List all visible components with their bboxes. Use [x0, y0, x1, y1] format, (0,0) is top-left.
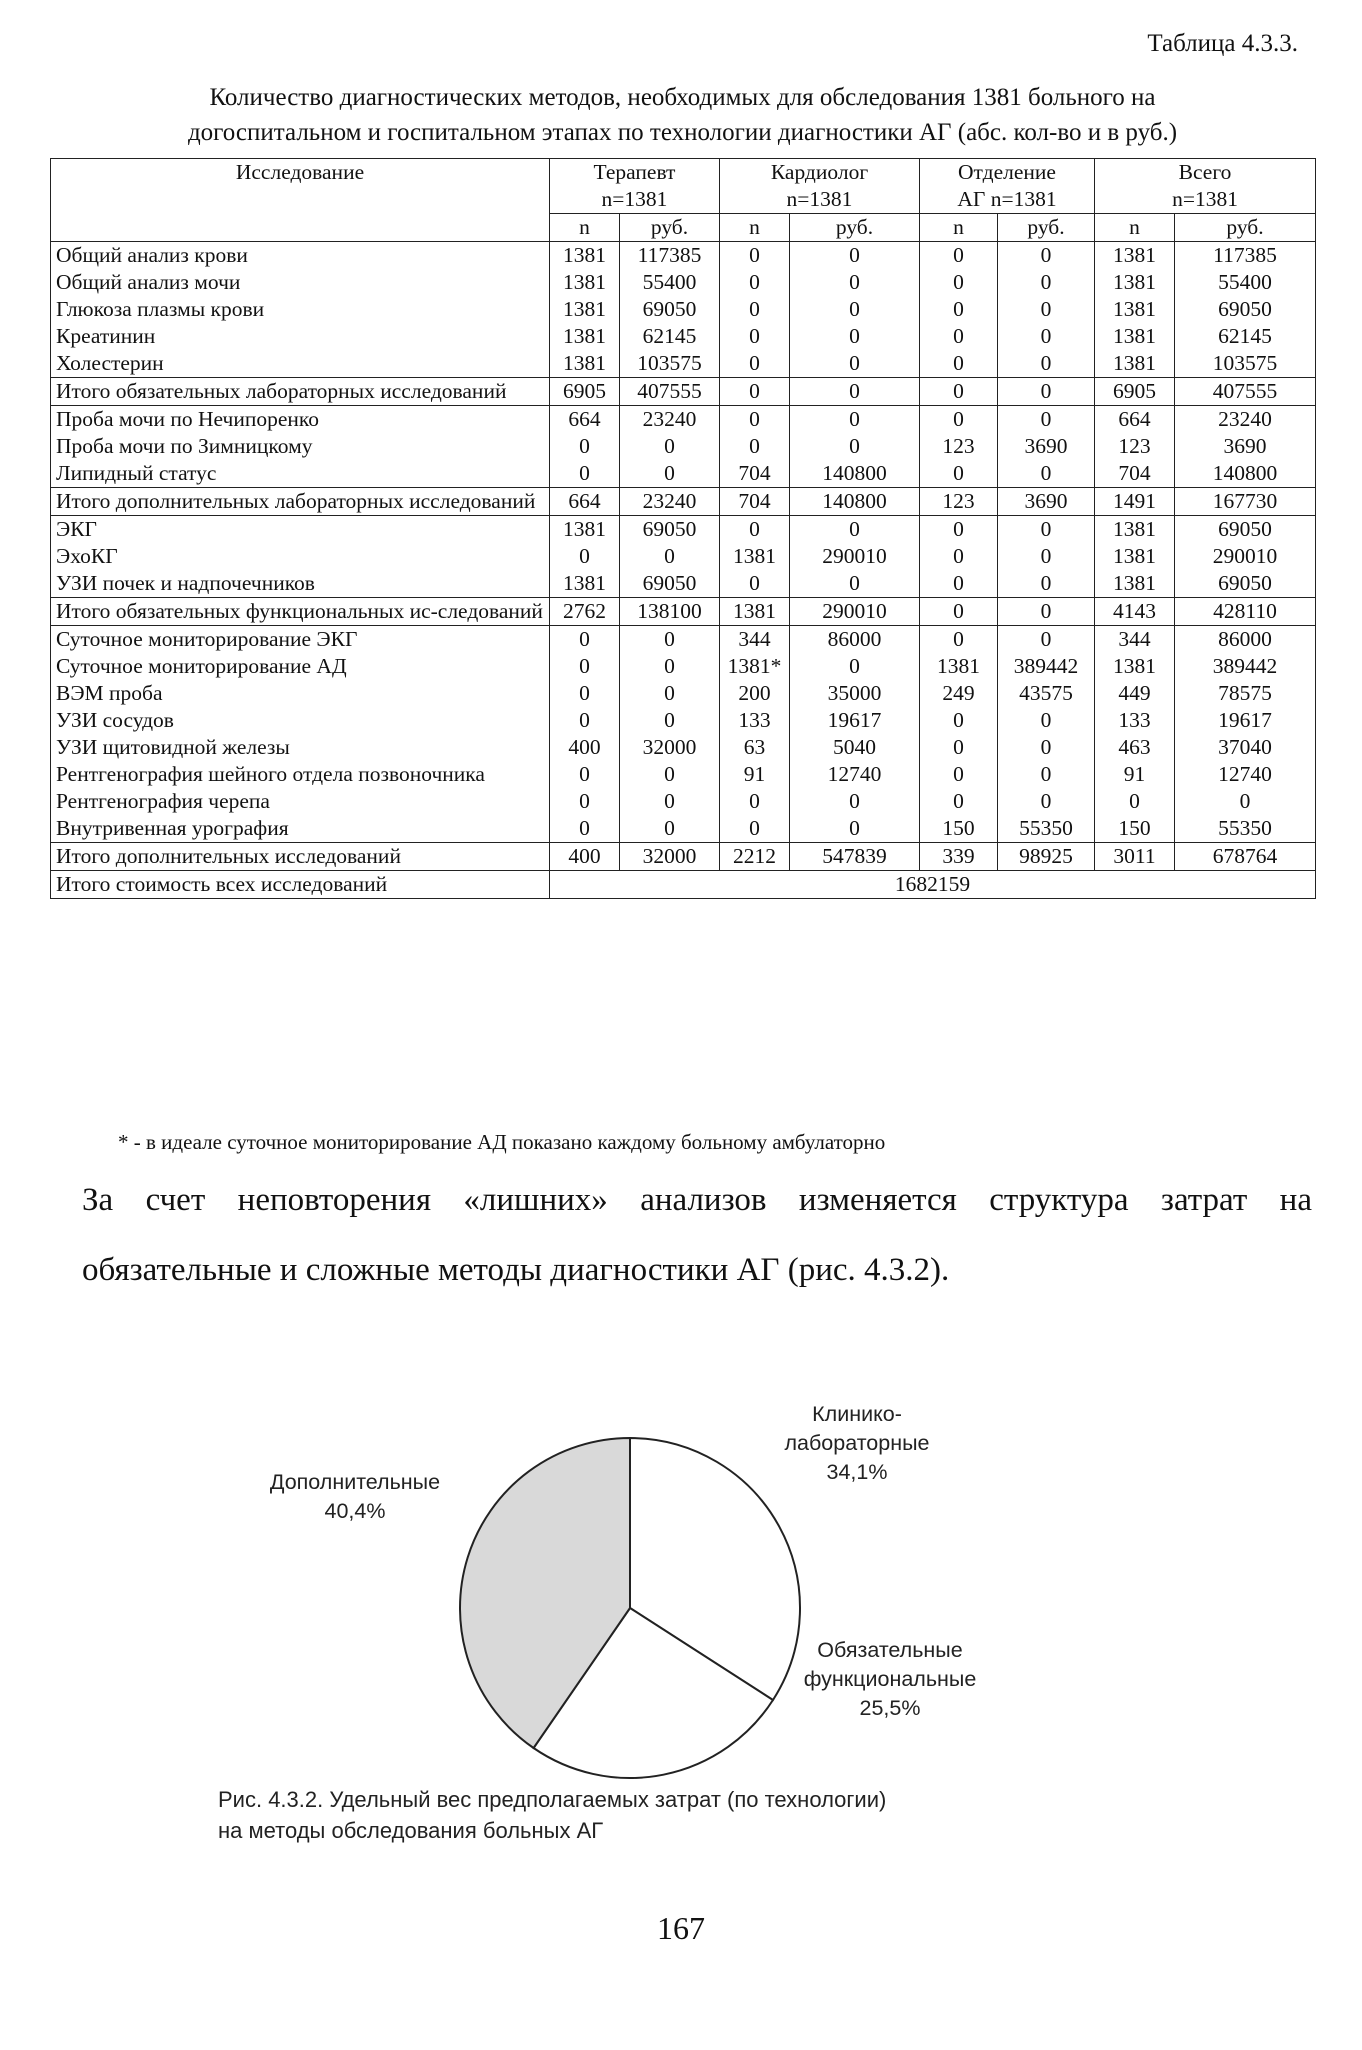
- cell-cost: 19617: [1175, 707, 1316, 734]
- cell-cost: 23240: [1175, 406, 1316, 434]
- row-label: Рентгенография шейного отдела позвоночника: [51, 761, 550, 788]
- cell-cost: 0: [998, 626, 1095, 654]
- header-group: [550, 159, 720, 214]
- cell-cost: 0: [998, 296, 1095, 323]
- page-number: 167: [657, 1910, 705, 1946]
- header-group-n: n=1381: [1172, 187, 1238, 211]
- cell-cost: 0: [998, 734, 1095, 761]
- row-label: Итого дополнительных исследований: [51, 843, 550, 871]
- cell-cost: 3690: [998, 488, 1095, 516]
- cell-cost: 0: [790, 653, 920, 680]
- cell-count: 1381: [920, 653, 998, 680]
- header-group-n: АГ n=1381: [957, 187, 1057, 211]
- cell-count: 344: [720, 626, 790, 654]
- cell-count: 1381*: [720, 653, 790, 680]
- cell-count: 0: [1095, 788, 1175, 815]
- total-value: 1682159: [550, 871, 1316, 899]
- footnote: * - в идеале суточное мониторирование АД показано каждому больному амбулаторно: [118, 1130, 886, 1154]
- cell-cost: 0: [998, 242, 1095, 270]
- cell-count: 0: [720, 433, 790, 460]
- cell-count: 150: [920, 815, 998, 843]
- cell-cost: 290010: [790, 598, 920, 626]
- cell-cost: 0: [998, 707, 1095, 734]
- header-group-title: Терапевт: [593, 160, 676, 184]
- header-group: [1095, 159, 1316, 214]
- cell-cost: 0: [998, 406, 1095, 434]
- table-row: [51, 788, 1316, 815]
- pie-chart: [0, 1380, 1362, 1780]
- cell-count: 1381: [550, 269, 620, 296]
- cell-cost: 12740: [790, 761, 920, 788]
- cell-cost: 43575: [998, 680, 1095, 707]
- header-group-n: n=1381: [601, 187, 668, 211]
- cell-cost: 0: [620, 433, 720, 460]
- row-label: Итого обязательных функциональных ис-следований: [51, 598, 550, 626]
- cell-cost: 407555: [620, 378, 720, 406]
- cell-count: 1381: [550, 350, 620, 378]
- cell-cost: 0: [1175, 788, 1316, 815]
- cell-count: 704: [720, 460, 790, 488]
- cell-count: 0: [920, 626, 998, 654]
- cell-cost: 0: [790, 788, 920, 815]
- cell-count: 0: [920, 323, 998, 350]
- cell-count: 6905: [1095, 378, 1175, 406]
- cell-count: 3011: [1095, 843, 1175, 871]
- cell-count: 6905: [550, 378, 620, 406]
- cell-count: 0: [720, 269, 790, 296]
- cell-cost: 0: [998, 598, 1095, 626]
- subheader-n: n: [720, 214, 790, 242]
- cell-count: 1381: [720, 598, 790, 626]
- total-row: [51, 871, 1316, 899]
- cell-count: 1381: [1095, 350, 1175, 378]
- cell-cost: 0: [790, 242, 920, 270]
- table-row: [51, 378, 1316, 406]
- cell-count: 0: [720, 788, 790, 815]
- cell-count: 0: [550, 460, 620, 488]
- cell-count: 704: [720, 488, 790, 516]
- cell-cost: 37040: [1175, 734, 1316, 761]
- cell-cost: 0: [790, 433, 920, 460]
- cell-cost: 0: [620, 543, 720, 570]
- cell-cost: 55400: [620, 269, 720, 296]
- cell-count: 0: [550, 653, 620, 680]
- cell-count: 0: [720, 242, 790, 270]
- cell-cost: 0: [620, 761, 720, 788]
- cell-count: 0: [920, 707, 998, 734]
- cell-count: 4143: [1095, 598, 1175, 626]
- cell-count: 0: [920, 269, 998, 296]
- cell-cost: 0: [620, 707, 720, 734]
- cell-cost: 138100: [620, 598, 720, 626]
- cell-cost: 167730: [1175, 488, 1316, 516]
- cell-cost: 0: [620, 788, 720, 815]
- cell-cost: 0: [620, 815, 720, 843]
- cell-cost: 0: [998, 269, 1095, 296]
- cell-cost: 0: [998, 543, 1095, 570]
- cell-count: 1381: [1095, 653, 1175, 680]
- row-label: ЭхоКГ: [51, 543, 550, 570]
- cell-count: 1381: [550, 516, 620, 544]
- pie-label-line: лабораторные: [784, 1431, 930, 1455]
- table-row: [51, 843, 1316, 871]
- row-label: Общий анализ мочи: [51, 269, 550, 296]
- row-label: Проба мочи по Нечипоренко: [51, 406, 550, 434]
- header-group-title: Отделение: [958, 160, 1056, 184]
- subheader-n: n: [920, 214, 998, 242]
- cell-count: 133: [720, 707, 790, 734]
- cell-cost: 0: [620, 680, 720, 707]
- row-label: Глюкоза плазмы крови: [51, 296, 550, 323]
- pie-label-value: 40,4%: [324, 1499, 386, 1523]
- table-row: [51, 323, 1316, 350]
- cell-count: 0: [550, 433, 620, 460]
- row-label: Итого обязательных лабораторных исследований: [51, 378, 550, 406]
- cell-cost: 55350: [998, 815, 1095, 843]
- header-group-n: n=1381: [786, 187, 853, 211]
- cell-count: 2762: [550, 598, 620, 626]
- cell-count: 1381: [550, 323, 620, 350]
- cell-count: 1381: [1095, 269, 1175, 296]
- header-study: Исследование: [51, 159, 550, 242]
- cell-cost: 117385: [620, 242, 720, 270]
- cell-cost: 69050: [620, 296, 720, 323]
- cell-cost: 0: [790, 406, 920, 434]
- cell-cost: 407555: [1175, 378, 1316, 406]
- cell-cost: 0: [790, 570, 920, 598]
- cell-cost: 103575: [620, 350, 720, 378]
- cell-count: 0: [920, 378, 998, 406]
- cell-count: 200: [720, 680, 790, 707]
- cell-cost: 678764: [1175, 843, 1316, 871]
- cell-cost: 140800: [1175, 460, 1316, 488]
- cell-count: 0: [920, 788, 998, 815]
- cell-count: 0: [720, 296, 790, 323]
- cell-count: 339: [920, 843, 998, 871]
- cell-cost: 78575: [1175, 680, 1316, 707]
- cell-cost: 0: [790, 516, 920, 544]
- cell-count: 0: [550, 543, 620, 570]
- table-row: [51, 460, 1316, 488]
- row-label: Холестерин: [51, 350, 550, 378]
- cell-cost: 69050: [620, 570, 720, 598]
- subheader-rub: руб.: [998, 214, 1095, 242]
- cell-cost: 0: [790, 269, 920, 296]
- caption-line: догоспитальном и госпитальном этапах по технологии диагностики АГ (абс. кол-во и в руб.): [187, 119, 1178, 146]
- cell-count: 2212: [720, 843, 790, 871]
- cell-cost: 290010: [1175, 543, 1316, 570]
- row-label: Суточное мониторирование ЭКГ: [51, 626, 550, 654]
- cell-count: 63: [720, 734, 790, 761]
- table-row: [51, 653, 1316, 680]
- cell-count: 1381: [1095, 543, 1175, 570]
- cell-count: 123: [920, 433, 998, 460]
- header-group: [920, 159, 1095, 214]
- cell-cost: 0: [790, 815, 920, 843]
- row-label: Липидный статус: [51, 460, 550, 488]
- pie-label-additional: [250, 1468, 460, 1526]
- cell-count: 664: [550, 406, 620, 434]
- cell-count: 400: [550, 843, 620, 871]
- subheader-rub: руб.: [790, 214, 920, 242]
- body-paragraph: [82, 1165, 1312, 1305]
- row-label: Проба мочи по Зимницкому: [51, 433, 550, 460]
- cell-cost: 69050: [1175, 296, 1316, 323]
- cell-cost: 140800: [790, 488, 920, 516]
- table-row: [51, 406, 1316, 434]
- row-label: Внутривенная урография: [51, 815, 550, 843]
- figure-caption: [218, 1784, 886, 1846]
- cell-count: 1381: [1095, 242, 1175, 270]
- table-row: [51, 761, 1316, 788]
- table-row: [51, 626, 1316, 654]
- subheader-n: n: [1095, 214, 1175, 242]
- cell-cost: 0: [790, 378, 920, 406]
- table-label: Таблица 4.3.3.: [1147, 30, 1298, 57]
- cell-cost: 140800: [790, 460, 920, 488]
- cell-count: 0: [720, 516, 790, 544]
- cell-count: 463: [1095, 734, 1175, 761]
- subheader-rub: руб.: [620, 214, 720, 242]
- cell-cost: 117385: [1175, 242, 1316, 270]
- cell-count: 0: [920, 761, 998, 788]
- cell-count: 1381: [1095, 323, 1175, 350]
- cell-count: 91: [720, 761, 790, 788]
- row-label: Общий анализ крови: [51, 242, 550, 270]
- cell-cost: 86000: [1175, 626, 1316, 654]
- table-row: [51, 242, 1316, 270]
- cell-count: 664: [1095, 406, 1175, 434]
- figure-caption-line: Рис. 4.3.2. Удельный вес предполагаемых затрат (по технологии): [218, 1787, 887, 1812]
- cell-count: 0: [920, 543, 998, 570]
- cell-cost: 62145: [1175, 323, 1316, 350]
- paragraph-line: обязательные и сложные методы диагностики АГ (рис. 4.3.2).: [82, 1252, 950, 1288]
- table-row: [51, 350, 1316, 378]
- row-label: ВЭМ проба: [51, 680, 550, 707]
- cell-count: 0: [920, 242, 998, 270]
- cell-count: 0: [920, 598, 998, 626]
- table-row: [51, 433, 1316, 460]
- cell-count: 1381: [720, 543, 790, 570]
- pie-label-value: 25,5%: [859, 1696, 921, 1720]
- cell-cost: 0: [790, 296, 920, 323]
- row-label: Суточное мониторирование АД: [51, 653, 550, 680]
- cell-cost: 103575: [1175, 350, 1316, 378]
- cell-count: 0: [550, 707, 620, 734]
- cell-count: 0: [550, 815, 620, 843]
- cell-count: 1381: [550, 242, 620, 270]
- cell-count: 0: [550, 761, 620, 788]
- cell-cost: 389442: [998, 653, 1095, 680]
- cell-cost: 55400: [1175, 269, 1316, 296]
- cell-count: 0: [920, 734, 998, 761]
- cell-count: 133: [1095, 707, 1175, 734]
- cell-cost: 55350: [1175, 815, 1316, 843]
- cell-count: 0: [550, 626, 620, 654]
- cell-cost: 0: [998, 570, 1095, 598]
- row-label: Рентгенография черепа: [51, 788, 550, 815]
- cell-count: 249: [920, 680, 998, 707]
- table-caption: [50, 80, 1315, 150]
- cell-count: 0: [720, 570, 790, 598]
- cell-count: 150: [1095, 815, 1175, 843]
- cell-count: 400: [550, 734, 620, 761]
- cell-cost: 290010: [790, 543, 920, 570]
- cell-cost: 389442: [1175, 653, 1316, 680]
- cell-count: 0: [720, 406, 790, 434]
- cell-cost: 0: [998, 350, 1095, 378]
- cell-cost: 428110: [1175, 598, 1316, 626]
- cell-count: 1381: [1095, 516, 1175, 544]
- row-label: УЗИ почек и надпочечников: [51, 570, 550, 598]
- pie-label-line: Обязательные: [817, 1638, 963, 1662]
- header-group: [720, 159, 920, 214]
- cell-cost: 0: [998, 516, 1095, 544]
- cell-cost: 69050: [1175, 570, 1316, 598]
- table-body: [51, 242, 1316, 871]
- cell-count: 0: [550, 788, 620, 815]
- pie-label-line: Клинико-: [812, 1402, 902, 1426]
- cell-cost: 69050: [620, 516, 720, 544]
- table-row: [51, 815, 1316, 843]
- cell-cost: 5040: [790, 734, 920, 761]
- subheader-n: n: [550, 214, 620, 242]
- cell-count: 123: [920, 488, 998, 516]
- cell-cost: 0: [998, 788, 1095, 815]
- cell-count: 704: [1095, 460, 1175, 488]
- cell-cost: 3690: [998, 433, 1095, 460]
- table-row: [51, 734, 1316, 761]
- cell-count: 1381: [550, 570, 620, 598]
- pie-label-line: функциональные: [803, 1667, 977, 1691]
- cell-cost: 0: [998, 761, 1095, 788]
- pie-label-functional: [780, 1636, 1000, 1723]
- table-row: [51, 680, 1316, 707]
- cell-cost: 23240: [620, 488, 720, 516]
- table-row: [51, 269, 1316, 296]
- header-group-title: Кардиолог: [770, 160, 869, 184]
- cell-cost: 19617: [790, 707, 920, 734]
- cell-count: 0: [550, 680, 620, 707]
- cell-cost: 62145: [620, 323, 720, 350]
- cell-count: 0: [920, 350, 998, 378]
- cell-count: 0: [920, 406, 998, 434]
- subheader-rub: руб.: [1175, 214, 1316, 242]
- header-group-title: Всего: [1178, 160, 1232, 184]
- cell-count: 664: [550, 488, 620, 516]
- cell-cost: 32000: [620, 734, 720, 761]
- cell-cost: 0: [790, 350, 920, 378]
- cell-cost: 0: [998, 378, 1095, 406]
- cell-count: 0: [720, 323, 790, 350]
- pie-label-clinical-lab: [752, 1400, 962, 1487]
- table-row: [51, 296, 1316, 323]
- cell-count: 0: [720, 350, 790, 378]
- table-row: [51, 570, 1316, 598]
- figure-caption-line: на методы обследования больных АГ: [218, 1818, 604, 1843]
- total-label: Итого стоимость всех исследований: [51, 871, 550, 899]
- cell-count: 344: [1095, 626, 1175, 654]
- cell-count: 0: [920, 460, 998, 488]
- cell-cost: 547839: [790, 843, 920, 871]
- cell-count: 0: [920, 296, 998, 323]
- row-label: УЗИ щитовидной железы: [51, 734, 550, 761]
- pie-label-line: Дополнительные: [269, 1470, 441, 1494]
- cell-cost: 0: [620, 626, 720, 654]
- cell-cost: 23240: [620, 406, 720, 434]
- row-label: ЭКГ: [51, 516, 550, 544]
- cell-cost: 0: [998, 323, 1095, 350]
- pie-label-value: 34,1%: [826, 1460, 888, 1484]
- cell-count: 0: [920, 570, 998, 598]
- cell-cost: 98925: [998, 843, 1095, 871]
- cell-count: 1381: [1095, 570, 1175, 598]
- row-label: Итого дополнительных лабораторных исследований: [51, 488, 550, 516]
- cell-count: 1381: [1095, 296, 1175, 323]
- cell-cost: 0: [998, 460, 1095, 488]
- cell-cost: 12740: [1175, 761, 1316, 788]
- cell-count: 0: [720, 815, 790, 843]
- row-label: Креатинин: [51, 323, 550, 350]
- cell-cost: 86000: [790, 626, 920, 654]
- cell-cost: 69050: [1175, 516, 1316, 544]
- cell-count: 1381: [550, 296, 620, 323]
- cell-cost: 3690: [1175, 433, 1316, 460]
- row-label: УЗИ сосудов: [51, 707, 550, 734]
- cell-cost: 32000: [620, 843, 720, 871]
- paragraph-line: За счет неповторения «лишних» анализов изменяется структура затрат на: [82, 1182, 1312, 1218]
- cell-cost: 0: [790, 323, 920, 350]
- diagnostics-table: [50, 158, 1316, 899]
- cell-count: 91: [1095, 761, 1175, 788]
- caption-line: Количество диагностических методов, необходимых для обследования 1381 больного на: [209, 84, 1156, 111]
- cell-cost: 35000: [790, 680, 920, 707]
- cell-count: 449: [1095, 680, 1175, 707]
- cell-cost: 0: [620, 653, 720, 680]
- table-row: [51, 707, 1316, 734]
- cell-count: 0: [920, 516, 998, 544]
- table-row: [51, 543, 1316, 570]
- cell-count: 0: [720, 378, 790, 406]
- table-row: [51, 488, 1316, 516]
- table-header-row: [51, 159, 1316, 214]
- table-row: [51, 516, 1316, 544]
- table-row: [51, 598, 1316, 626]
- cell-count: 1491: [1095, 488, 1175, 516]
- cell-cost: 0: [620, 460, 720, 488]
- cell-count: 123: [1095, 433, 1175, 460]
